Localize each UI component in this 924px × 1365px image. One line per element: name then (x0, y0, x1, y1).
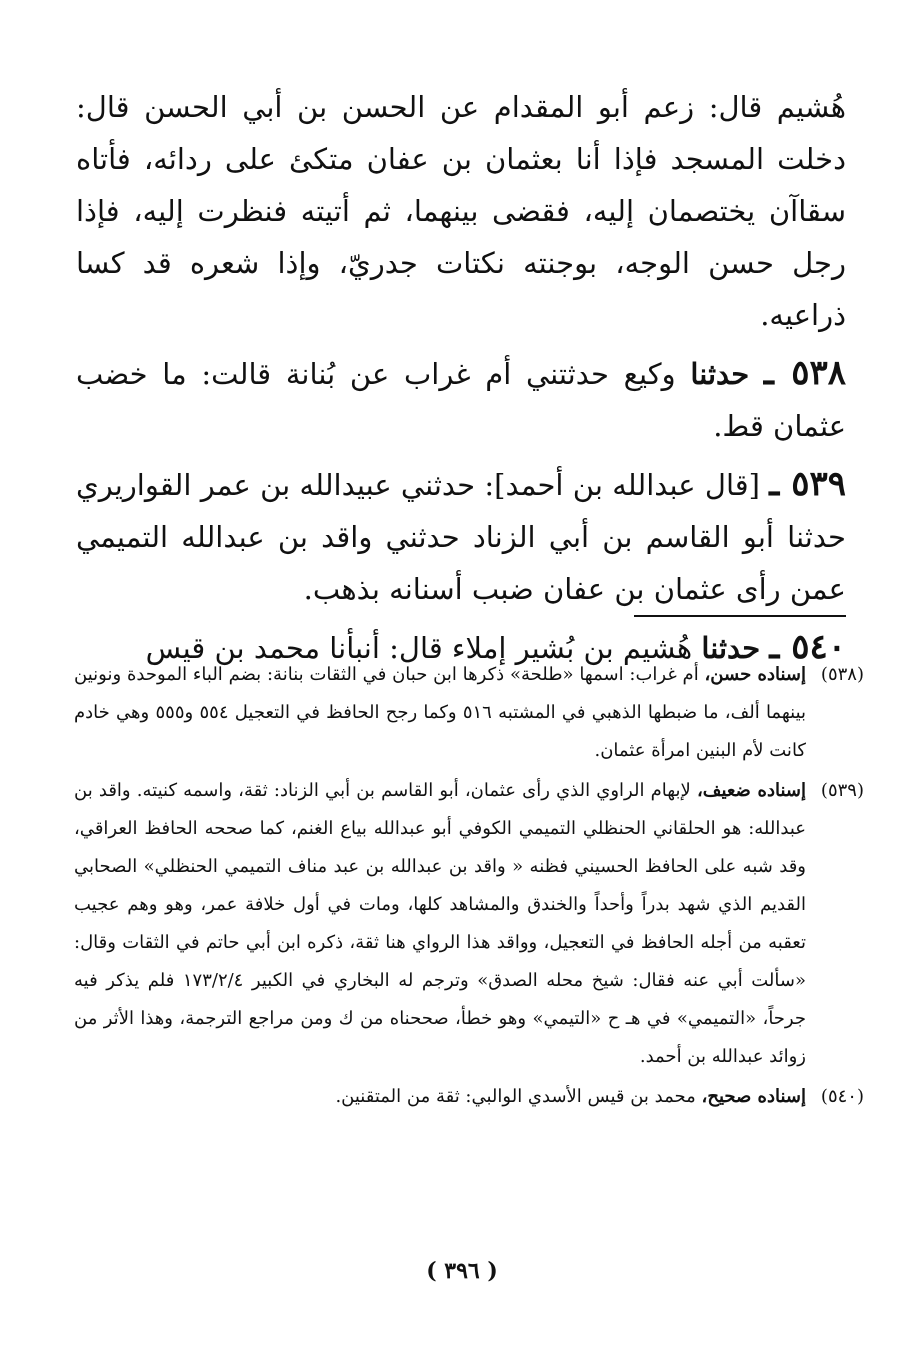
footnote-540 (74, 1078, 864, 1116)
footnote-text: أم غراب: اسمها «طلحة» ذكرها ابن حبان في الثقات بنانة: بضم الباء الموحدة ونونين بينهما ألف، ما ضبطها الذهبي في المشتبه ٥١٦ وكما رجح الحافظ في التعجيل ٥٥٤ و٥٥٥ وهي خادم كانت لأم البنين امرأة عثمان. (74, 664, 807, 761)
paragraph-538 (76, 347, 846, 452)
page-number: ( ٣٩٦ ) (426, 1258, 498, 1284)
paragraph-number: ٥٣٨ ـ (763, 353, 847, 393)
paragraph-lead: حدثنا (690, 357, 750, 391)
paragraph-text: [قال عبدالله بن أحمد]: حدثني عبيدالله بن عمر القواريري حدثنا أبو القاسم بن أبي الزناد حدثني واقد بن عبدالله التميمي عمن رأى عثمان بن عفان ضبب أسنانه بذهب. (76, 468, 846, 606)
footnote-divider (634, 615, 846, 617)
paragraph-539 (76, 458, 846, 615)
footnote-text: لإبهام الراوي الذي رأى عثمان، أبو القاسم بن أبي الزناد: ثقة، واسمه كنيته. واقد بن عبدالله: هو الحلقاني الحنظلي التميمي الكوفي أبو عبدالله بياع الغنم، كما صححه الحافظ العراقي، وقد شبه على الحافظ الحسيني فظنه « واقد بن عبدالله بن عبد مناف التميمي الحنظلي» الصحابي القديم الذي شهد بدراً وأحداً والخندق والمشاهد كلها، ومات في أول خلافة عمر، وهو وهم عجيب تعقبه من أجله الحافظ في التعجيل، وواقد هذا الرواي هنا ثقة، ذكره ابن أبي حاتم في الثقات وقال: «سألت أبي عنه فقال: شيخ محله الصدق» وترجم له البخاري في الكبير ١٧٣/٢/٤ فلم يذكر فيه جرحاً، «التميمي» في هـ ح «التيمي» وهو خطأ، صححناه من ك ومن مراجع الترجمة، وهذا الأثر من زوائد عبدالله بن أحمد. (74, 780, 806, 1067)
paragraph-continuation (76, 80, 846, 341)
footnote-number: (٥٣٩) (820, 780, 864, 801)
footnote-text: محمد بن قيس الأسدي الوالبي: ثقة من المتقنين. (335, 1086, 696, 1107)
main-body (76, 80, 846, 680)
footnote-lead: إسناده ضعيف، (697, 780, 806, 801)
footnote-lead: إسناده صحيح، (701, 1086, 806, 1107)
footnote-number: (٥٣٨) (820, 664, 864, 685)
paragraph-number: ٥٤٠ ـ (769, 627, 846, 667)
paragraph-lead: حدثنا (701, 631, 761, 665)
paragraph-number: ٥٣٩ ـ (769, 464, 846, 504)
footnote-539 (74, 772, 864, 1076)
paragraph-text: هُشيم بن بُشير إملاء قال: أنبأنا محمد بن قيس (145, 631, 693, 665)
main-text (76, 80, 846, 674)
footnotes (74, 656, 864, 1118)
paragraph-text: هُشيم قال: زعم أبو المقدام عن الحسن بن أبي الحسن قال: دخلت المسجد فإذا أنا بعثمان بن عفان متكئ على ردائه، فأتاه سقاآن يختصمان إليه، فقضى بينهما، ثم أتيته فنظرت إليه، فإذا رجل حسن الوجه، بوجنته نكتات جدريّ، وإذا شعره قد كسا ذراعيه. (76, 90, 846, 332)
footnote-lead: إسناده حسن، (704, 664, 806, 685)
paragraph-text: وكيع حدثتني أم غراب عن بُنانة قالت: ما خضب عثمان قط. (76, 357, 846, 443)
footnote-number: (٥٤٠) (820, 1086, 864, 1107)
footnote-538 (74, 656, 864, 770)
